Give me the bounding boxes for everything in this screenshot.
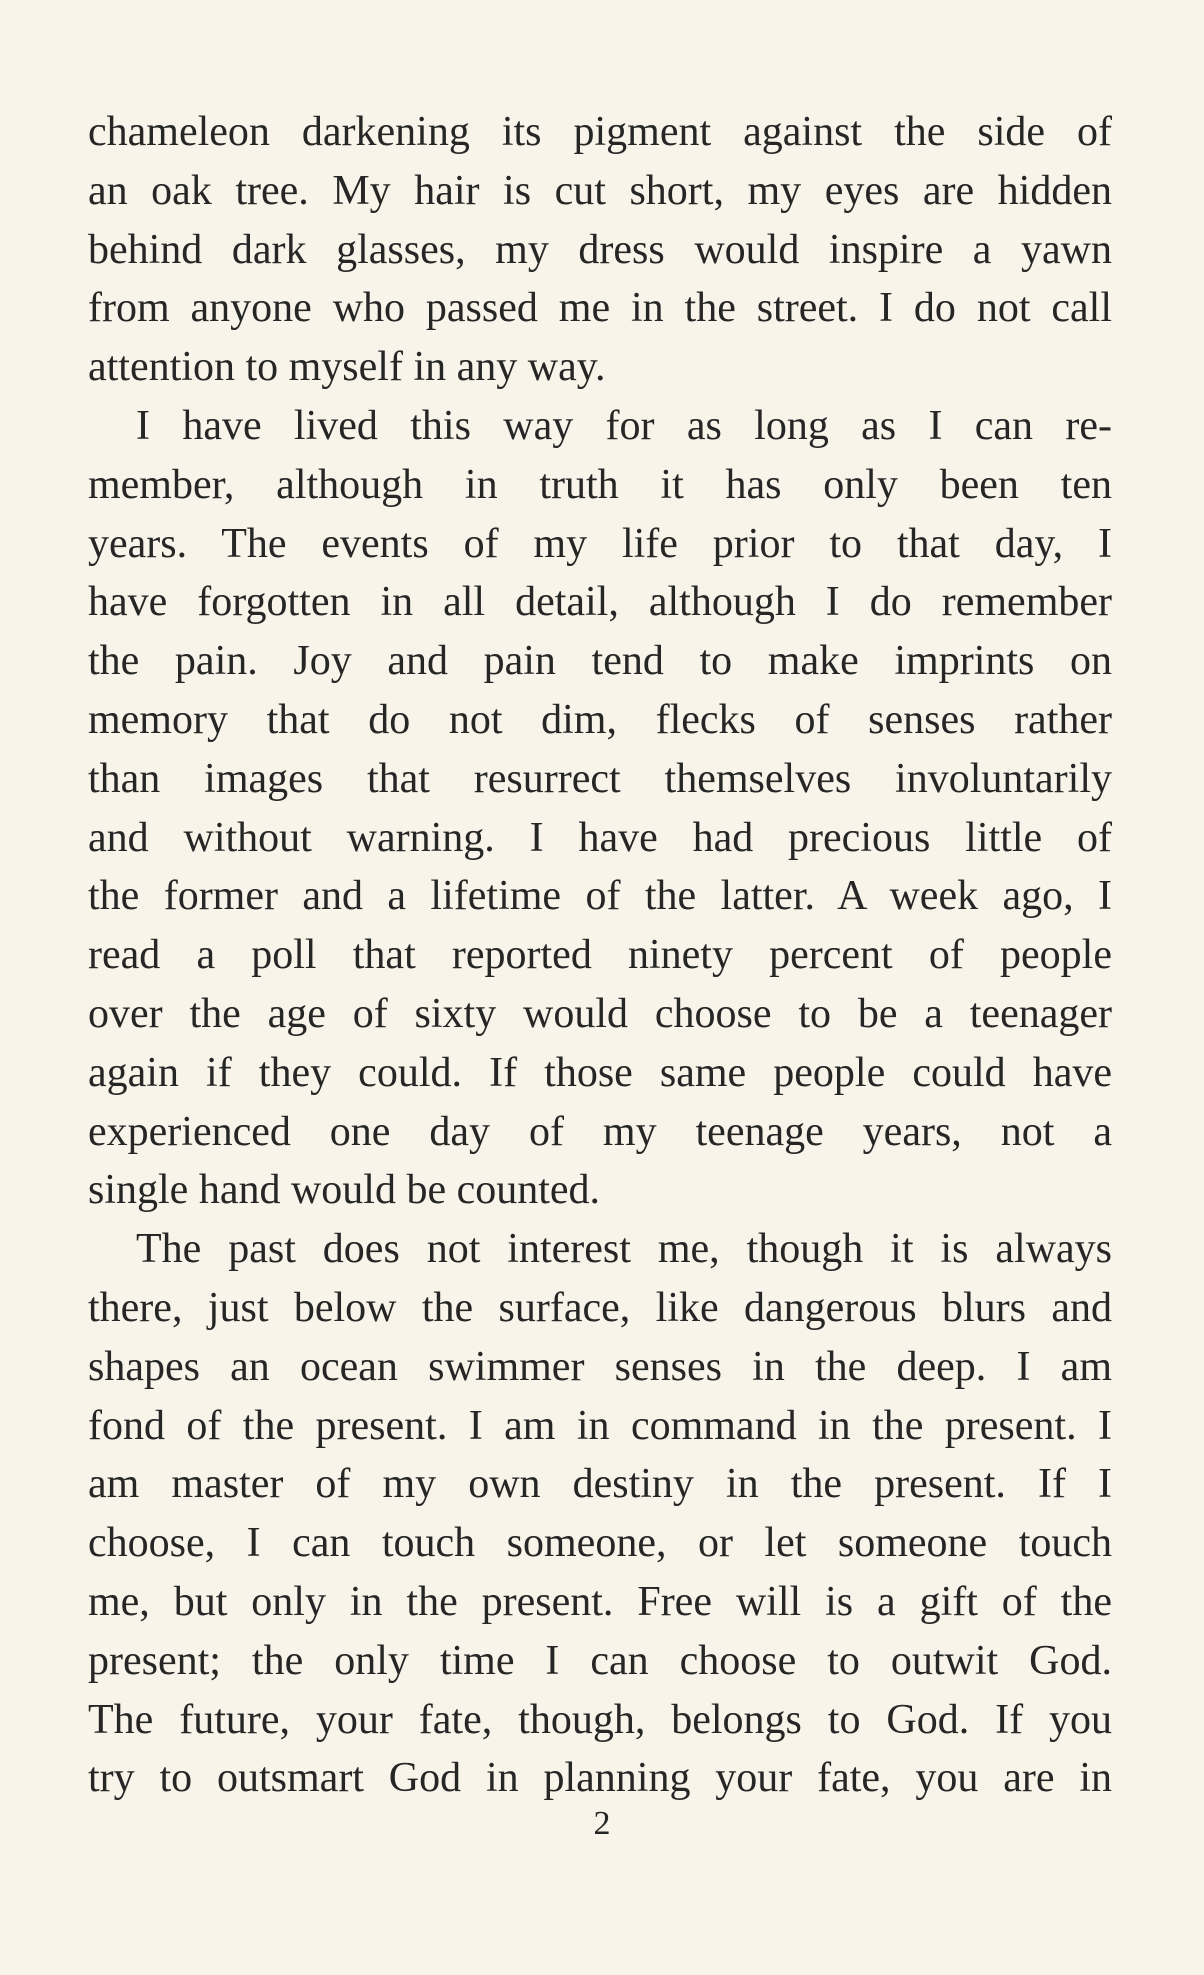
text-line: experienced one day of my teenage years, not a [88, 1108, 1112, 1155]
text-line: memory that do not dim, flecks of senses rather [88, 696, 1112, 743]
text-line: than images that resurrect themselves involuntarily [88, 755, 1112, 802]
paragraph-1 [88, 103, 1112, 397]
text-line: again if they could. If those same people could have [88, 1049, 1112, 1096]
text-line: years. The events of my life prior to that day, I [88, 520, 1112, 567]
body-text [88, 103, 1112, 1808]
text-line: choose, I can touch someone, or let someone touch [88, 1520, 1112, 1567]
text-line: the pain. Joy and pain tend to make imprints on [88, 638, 1112, 685]
text-line: behind dark glasses, my dress would inspire a yawn [88, 226, 1112, 273]
text-line: single hand would be counted. [88, 1167, 601, 1214]
text-line: The past does not interest me, though it is always [136, 1226, 1112, 1273]
text-line: fond of the present. I am in command in the present. I [88, 1402, 1112, 1449]
text-line: The future, your fate, though, belongs to God. If you [88, 1696, 1112, 1743]
text-line: try to outsmart God in planning your fate, you are in [88, 1755, 1112, 1802]
text-line: am master of my own destiny in the present. If I [88, 1461, 1112, 1508]
text-line: chameleon darkening its pigment against the side of [88, 109, 1112, 155]
text-line: from anyone who passed me in the street. I do not call [88, 285, 1112, 332]
text-line: shapes an ocean swimmer senses in the deep. I am [88, 1343, 1112, 1390]
text-line: there, just below the surface, like dangerous blurs and [88, 1284, 1112, 1331]
text-line: present; the only time I can choose to outwit God. [88, 1637, 1112, 1684]
paragraph-2 [88, 397, 1112, 1220]
text-line: attention to myself in any way. [88, 344, 606, 391]
text-line: me, but only in the present. Free will is a gift of the [88, 1578, 1112, 1625]
page-number: 2 [593, 1805, 611, 1842]
text-line: and without warning. I have had precious little of [88, 814, 1112, 861]
text-line: over the age of sixty would choose to be a teenager [88, 990, 1112, 1037]
text-line: have forgotten in all detail, although I do remember [88, 579, 1112, 626]
paragraph-3 [88, 1220, 1112, 1808]
text-line: an oak tree. My hair is cut short, my eyes are hidden [88, 167, 1112, 214]
text-line: member, although in truth it has only been ten [88, 461, 1112, 508]
text-line: I have lived this way for as long as I can re- [136, 402, 1112, 449]
text-line: read a poll that reported ninety percent of people [88, 932, 1112, 979]
text-line: the former and a lifetime of the latter. A week ago, I [88, 873, 1112, 920]
